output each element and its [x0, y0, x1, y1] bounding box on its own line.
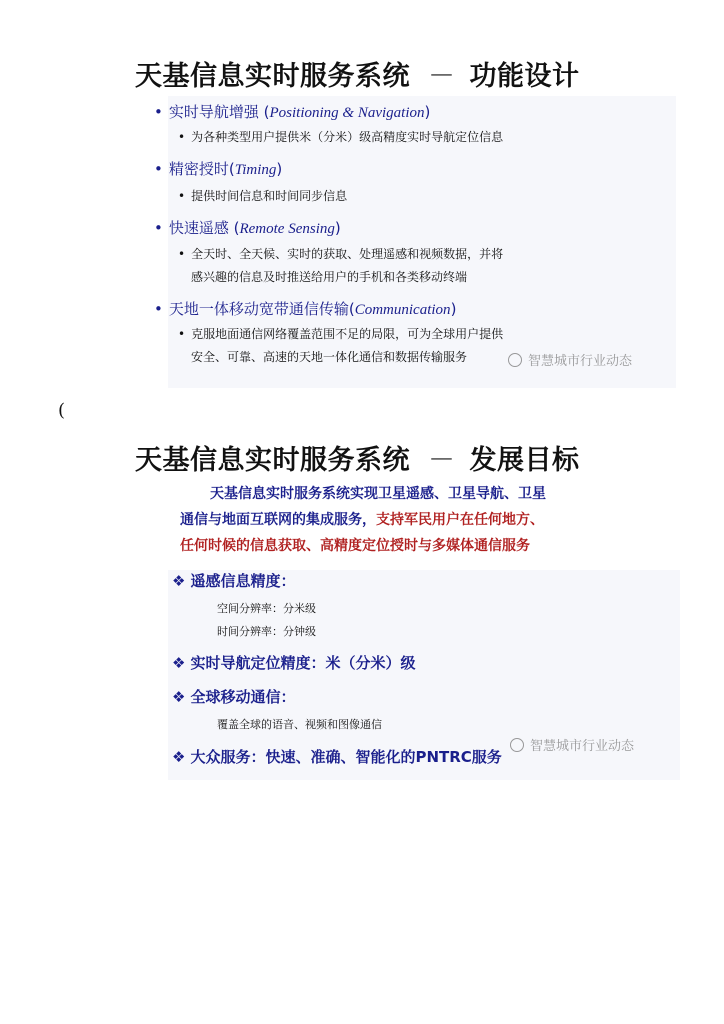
- slide-title: [135, 438, 580, 477]
- bullet-icon: •: [154, 219, 163, 237]
- bullet-icon: •: [154, 300, 163, 318]
- bullet-navigation: • 实时导航增强 (Positioning & Navigation): [154, 103, 431, 121]
- detail-remote-sensing: • 全天时、全天候、实时的获取、处理遥感和视频数据，并将 感兴趣的信息及时推送给用户的手机和各类移动终端: [178, 247, 504, 284]
- title-subtitle: 发展目标: [469, 445, 580, 476]
- diamond-bullet-icon: ❖: [172, 688, 186, 706]
- goal-remote-sensing: ❖ 遥感信息精度：: [172, 572, 296, 590]
- goal-detail: 时间分辨率：分钟级: [217, 625, 316, 638]
- goal-navigation: ❖ 实时导航定位精度：米（分米）级: [172, 654, 416, 672]
- goal-detail: 覆盖全球的语音、视频和图像通信: [217, 718, 382, 731]
- detail-timing: • 提供时间信息和时间同步信息: [178, 189, 348, 203]
- goal-communication: ❖ 全球移动通信：: [172, 688, 296, 706]
- bullet-icon: •: [178, 327, 186, 341]
- bullet-communication: • 天地一体移动宽带通信传输(Communication): [154, 300, 457, 318]
- wechat-icon: [508, 353, 522, 367]
- bullet-icon: •: [178, 130, 186, 144]
- diamond-bullet-icon: ❖: [172, 748, 186, 766]
- bullet-icon: •: [154, 103, 163, 121]
- diamond-bullet-icon: ❖: [172, 654, 186, 672]
- bullet-icon: •: [178, 189, 186, 203]
- slide-development-goals: [120, 430, 680, 780]
- bullet-timing: • 精密授时(Timing): [154, 160, 283, 178]
- bullet-remote-sensing: • 快速遥感 (Remote Sensing): [154, 219, 341, 237]
- title-dash: －: [428, 61, 456, 92]
- slide-function-design: [120, 40, 680, 388]
- title-dash: －: [428, 445, 456, 476]
- goal-detail: 空间分辨率：分米级: [217, 602, 316, 615]
- detail-navigation: • 为各种类型用户提供米（分米）级高精度实时导航定位信息: [178, 130, 504, 144]
- goal-public-service: ❖ 大众服务：快速、准确、智能化的PNTRC服务: [172, 748, 502, 766]
- separator-mark: (: [58, 400, 66, 421]
- title-subtitle: 功能设计: [469, 61, 580, 92]
- intro-paragraph: 天基信息实时服务系统实现卫星遥感、卫星导航、卫星 通信与地面互联网的集成服务，支持军民用户在任何地方、 任何时候的信息获取、高精度定位授时与多媒体通信服务: [180, 486, 546, 554]
- watermark: 智慧城市行业动态: [508, 350, 632, 369]
- title-main: 天基信息实时服务系统: [135, 445, 410, 476]
- bullet-icon: •: [178, 247, 186, 261]
- watermark: 智慧城市行业动态: [510, 735, 634, 754]
- bullet-icon: •: [154, 160, 163, 178]
- wechat-icon: [510, 738, 524, 752]
- slide-title: [135, 54, 580, 93]
- title-main: 天基信息实时服务系统: [135, 61, 410, 92]
- detail-communication: • 克服地面通信网络覆盖范围不足的局限，可为全球用户提供 安全、可靠、高速的天地一体化通信和数据传输服务: [178, 327, 504, 364]
- diamond-bullet-icon: ❖: [172, 572, 186, 590]
